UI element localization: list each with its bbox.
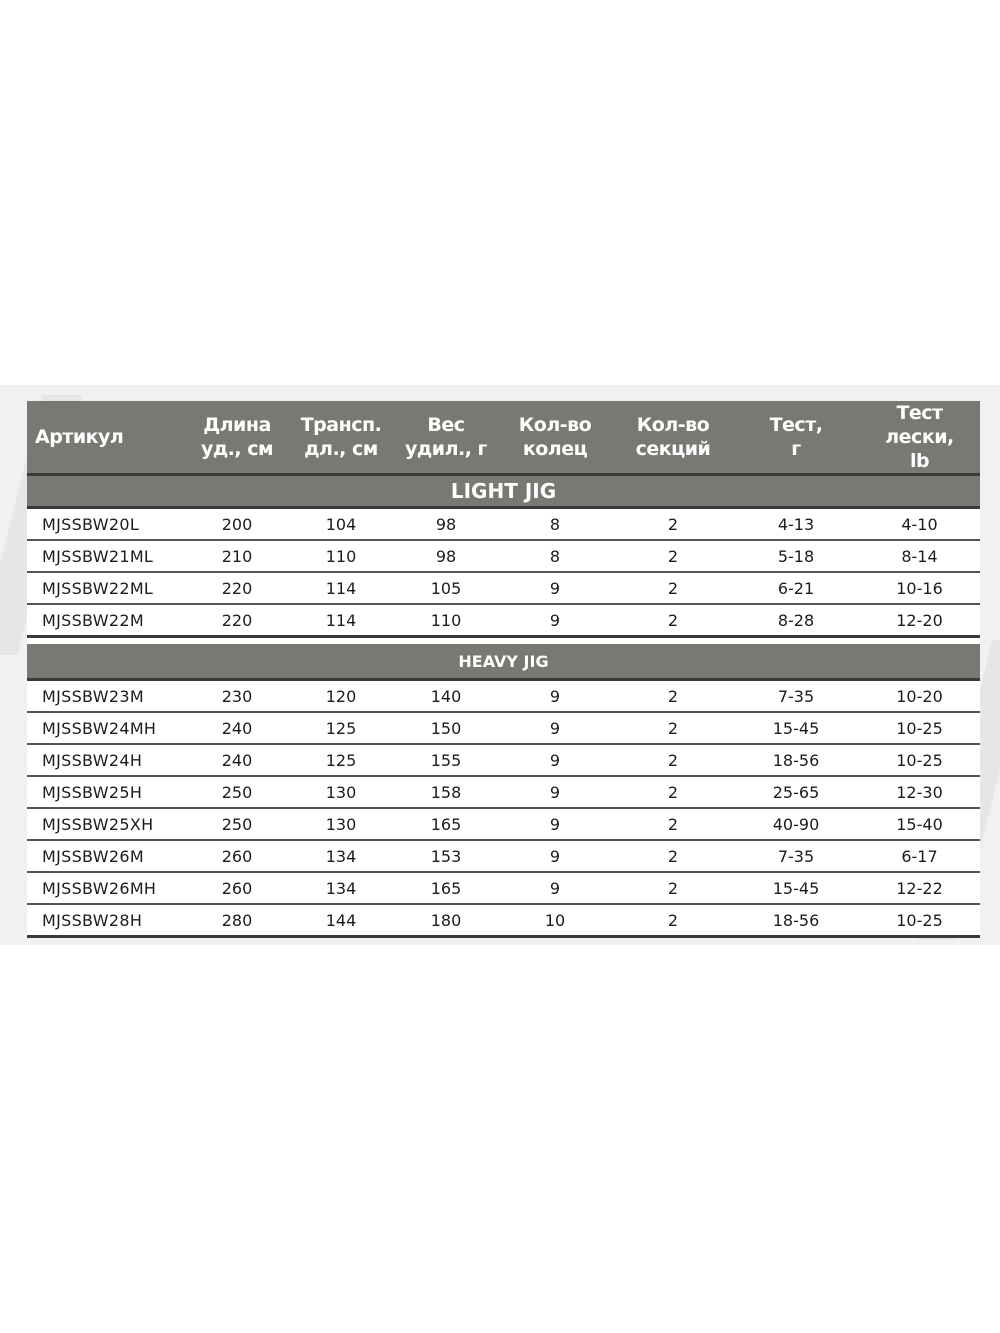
- cell-casting-weight: 15-45: [733, 872, 859, 904]
- cell-transport-length: 114: [287, 604, 395, 637]
- cell-article: MJSSBW23M: [27, 680, 187, 713]
- cell-rod-weight: 153: [395, 840, 497, 872]
- cell-rod-length: 230: [187, 680, 287, 713]
- table-row: [27, 680, 980, 713]
- cell-casting-weight: 6-21: [733, 572, 859, 604]
- cell-rod-weight: 158: [395, 776, 497, 808]
- table-row: [27, 808, 980, 840]
- cell-article: MJSSBW22ML: [27, 572, 187, 604]
- cell-rod-weight: 98: [395, 508, 497, 541]
- cell-line-test: 10-25: [859, 744, 980, 776]
- cell-rod-weight: 165: [395, 808, 497, 840]
- header-rod-length: Длина уд., см: [187, 401, 287, 475]
- cell-rod-length: 210: [187, 540, 287, 572]
- cell-line-test: 10-20: [859, 680, 980, 713]
- cell-ring-count: 9: [497, 572, 613, 604]
- cell-ring-count: 9: [497, 680, 613, 713]
- table-row: [27, 776, 980, 808]
- cell-section-count: 2: [613, 572, 733, 604]
- section-header-row: [27, 475, 980, 508]
- cell-rod-weight: 155: [395, 744, 497, 776]
- cell-article: MJSSBW26MH: [27, 872, 187, 904]
- table-row: [27, 540, 980, 572]
- cell-casting-weight: 15-45: [733, 712, 859, 744]
- cell-transport-length: 110: [287, 540, 395, 572]
- cell-casting-weight: 40-90: [733, 808, 859, 840]
- header-article: Артикул: [27, 401, 187, 475]
- header-row: [27, 401, 980, 475]
- cell-rod-length: 250: [187, 808, 287, 840]
- cell-rod-length: 240: [187, 744, 287, 776]
- cell-rod-length: 220: [187, 604, 287, 637]
- cell-line-test: 12-22: [859, 872, 980, 904]
- cell-transport-length: 125: [287, 744, 395, 776]
- table-row: [27, 744, 980, 776]
- cell-article: MJSSBW20L: [27, 508, 187, 541]
- cell-line-test: 10-25: [859, 904, 980, 937]
- cell-rod-weight: 165: [395, 872, 497, 904]
- table-row: [27, 840, 980, 872]
- cell-rod-weight: 110: [395, 604, 497, 637]
- cell-ring-count: 9: [497, 604, 613, 637]
- section-spacer: [27, 637, 980, 645]
- header-section-count: Кол-во секций: [613, 401, 733, 475]
- cell-ring-count: 9: [497, 776, 613, 808]
- cell-transport-length: 134: [287, 840, 395, 872]
- cell-casting-weight: 5-18: [733, 540, 859, 572]
- cell-line-test: 12-20: [859, 604, 980, 637]
- cell-section-count: 2: [613, 680, 733, 713]
- header-transport-length: Трансп. дл., см: [287, 401, 395, 475]
- cell-transport-length: 144: [287, 904, 395, 937]
- cell-ring-count: 8: [497, 540, 613, 572]
- cell-ring-count: 9: [497, 840, 613, 872]
- cell-section-count: 2: [613, 904, 733, 937]
- cell-section-count: 2: [613, 540, 733, 572]
- cell-rod-length: 220: [187, 572, 287, 604]
- cell-rod-length: 260: [187, 840, 287, 872]
- header-casting-weight: Тест, г: [733, 401, 859, 475]
- cell-transport-length: 120: [287, 680, 395, 713]
- cell-line-test: 12-30: [859, 776, 980, 808]
- cell-rod-weight: 98: [395, 540, 497, 572]
- cell-line-test: 6-17: [859, 840, 980, 872]
- table-row: [27, 604, 980, 637]
- cell-rod-weight: 105: [395, 572, 497, 604]
- cell-casting-weight: 8-28: [733, 604, 859, 637]
- cell-section-count: 2: [613, 604, 733, 637]
- cell-casting-weight: 18-56: [733, 904, 859, 937]
- section-header-row: [27, 644, 980, 680]
- cell-casting-weight: 7-35: [733, 840, 859, 872]
- cell-ring-count: 10: [497, 904, 613, 937]
- section-title: HEAVY JIG: [27, 644, 980, 680]
- cell-line-test: 10-25: [859, 712, 980, 744]
- table-row: [27, 712, 980, 744]
- cell-article: MJSSBW24H: [27, 744, 187, 776]
- cell-rod-weight: 140: [395, 680, 497, 713]
- cell-transport-length: 134: [287, 872, 395, 904]
- table-row: [27, 508, 980, 541]
- cell-rod-length: 280: [187, 904, 287, 937]
- cell-ring-count: 8: [497, 508, 613, 541]
- table-body: [27, 475, 980, 937]
- section-title: LIGHT JIG: [27, 475, 980, 508]
- cell-ring-count: 9: [497, 872, 613, 904]
- table-row: [27, 872, 980, 904]
- cell-transport-length: 125: [287, 712, 395, 744]
- cell-transport-length: 130: [287, 776, 395, 808]
- cell-rod-weight: 150: [395, 712, 497, 744]
- cell-article: MJSSBW22M: [27, 604, 187, 637]
- cell-casting-weight: 25-65: [733, 776, 859, 808]
- cell-section-count: 2: [613, 712, 733, 744]
- cell-rod-length: 200: [187, 508, 287, 541]
- cell-line-test: 15-40: [859, 808, 980, 840]
- rod-spec-table: [27, 401, 980, 938]
- cell-casting-weight: 18-56: [733, 744, 859, 776]
- cell-rod-length: 240: [187, 712, 287, 744]
- cell-ring-count: 9: [497, 744, 613, 776]
- cell-transport-length: 130: [287, 808, 395, 840]
- header-line-test: Тест лески, lb: [859, 401, 980, 475]
- header-rod-weight: Вес удил., г: [395, 401, 497, 475]
- cell-line-test: 8-14: [859, 540, 980, 572]
- cell-ring-count: 9: [497, 808, 613, 840]
- cell-rod-weight: 180: [395, 904, 497, 937]
- cell-article: MJSSBW24MH: [27, 712, 187, 744]
- cell-section-count: 2: [613, 508, 733, 541]
- header-ring-count: Кол-во колец: [497, 401, 613, 475]
- cell-article: MJSSBW26M: [27, 840, 187, 872]
- cell-casting-weight: 7-35: [733, 680, 859, 713]
- cell-rod-length: 250: [187, 776, 287, 808]
- cell-casting-weight: 4-13: [733, 508, 859, 541]
- cell-article: MJSSBW25XH: [27, 808, 187, 840]
- cell-ring-count: 9: [497, 712, 613, 744]
- cell-article: MJSSBW28H: [27, 904, 187, 937]
- cell-section-count: 2: [613, 744, 733, 776]
- cell-article: MJSSBW21ML: [27, 540, 187, 572]
- cell-line-test: 10-16: [859, 572, 980, 604]
- cell-section-count: 2: [613, 840, 733, 872]
- cell-section-count: 2: [613, 872, 733, 904]
- cell-line-test: 4-10: [859, 508, 980, 541]
- cell-section-count: 2: [613, 776, 733, 808]
- table-row: [27, 572, 980, 604]
- cell-rod-length: 260: [187, 872, 287, 904]
- cell-article: MJSSBW25H: [27, 776, 187, 808]
- section-spacer-cell: [27, 637, 980, 645]
- cell-section-count: 2: [613, 808, 733, 840]
- cell-transport-length: 104: [287, 508, 395, 541]
- cell-transport-length: 114: [287, 572, 395, 604]
- table-row: [27, 904, 980, 937]
